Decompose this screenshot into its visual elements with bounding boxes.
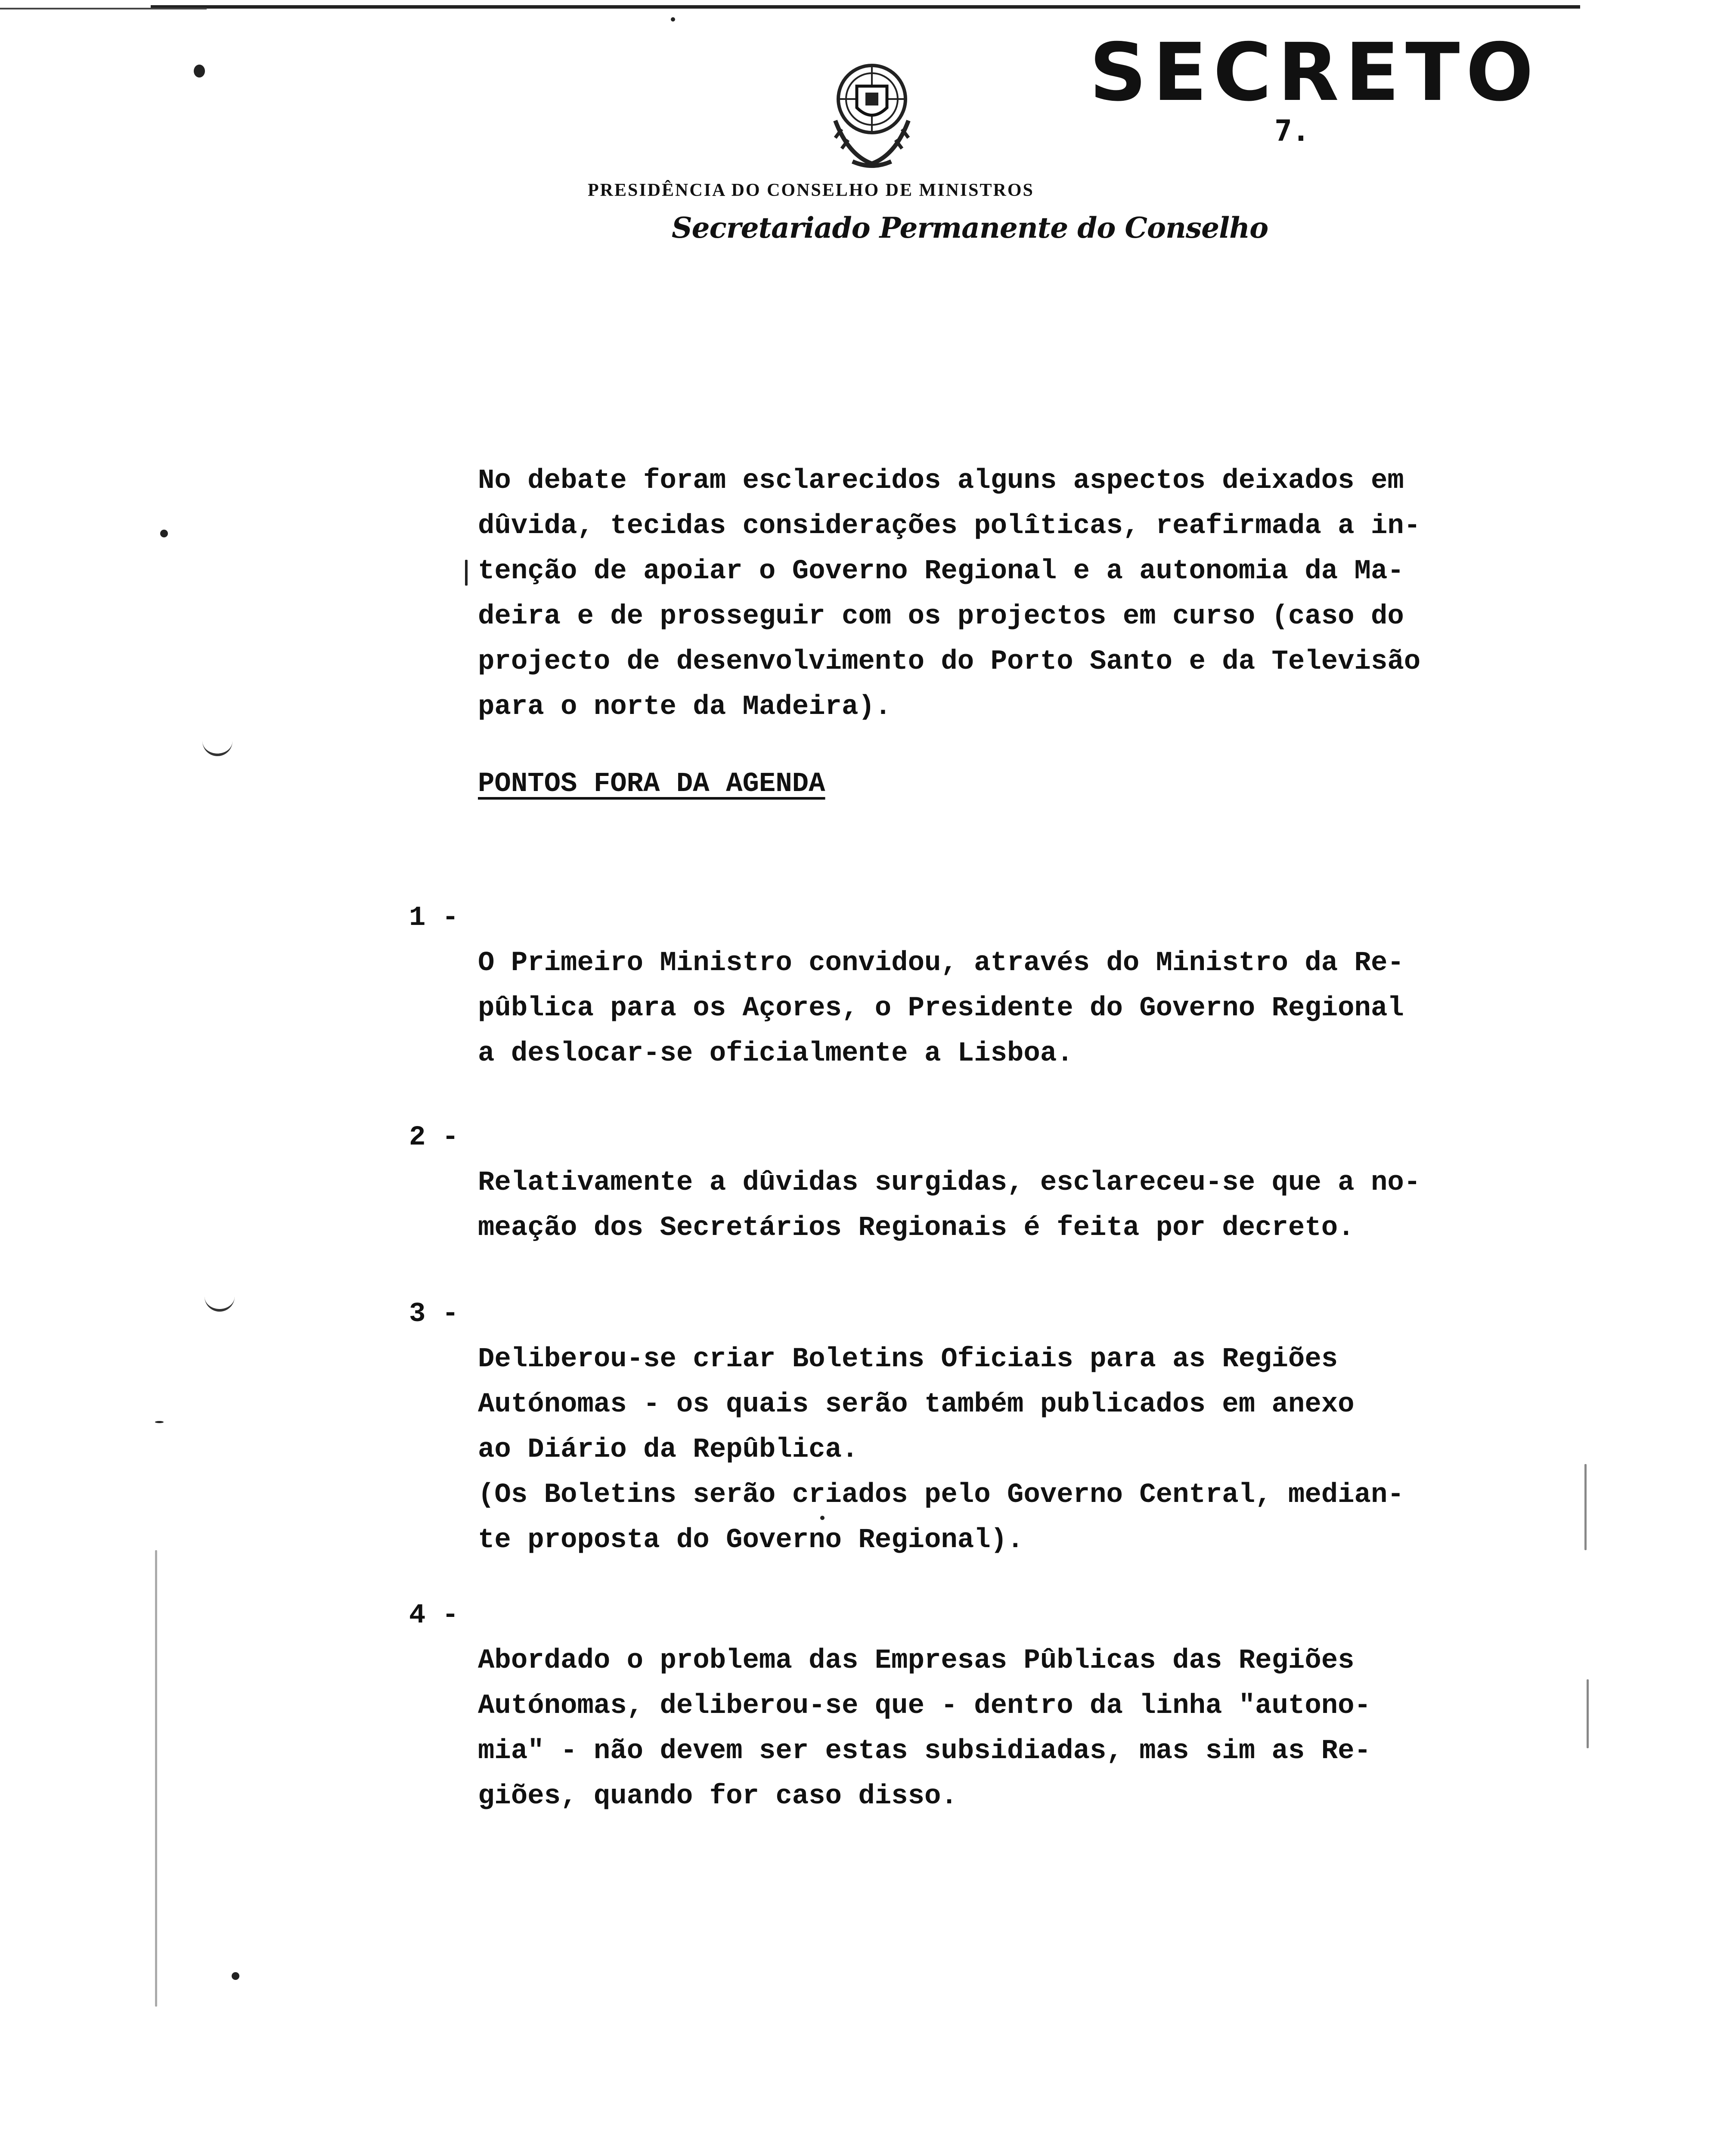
item-4-text <box>478 1593 1371 1864</box>
scan-speck <box>232 1972 239 1980</box>
scan-speck <box>160 530 168 537</box>
text-line: projecto de desenvolvimento do Porto Santo e da Televisão <box>478 646 1421 677</box>
classification-stamp: SECRETO <box>1089 26 1540 119</box>
text-line: a deslocar-se oficialmente a Lisboa. <box>478 1038 1073 1069</box>
scan-speck <box>671 17 675 22</box>
page-number: 7. <box>1274 114 1310 148</box>
scan-speck <box>155 1421 164 1423</box>
top-rule <box>151 5 1580 9</box>
text-line: meação dos Secretários Regionais é feita por decreto. <box>478 1213 1355 1244</box>
item-3-text <box>478 1292 1404 1608</box>
text-line: para o norte da Madeira). <box>478 692 892 723</box>
text-line: tenção de apoiar o Governo Regional e a autonomia da Ma- <box>478 556 1404 587</box>
text-line: ao Diário da Repûblica. <box>478 1434 859 1465</box>
punch-hole-mark <box>205 1296 235 1312</box>
text-line: Abordado o problema das Empresas Pûblicas das Regiões <box>478 1645 1355 1676</box>
intro-paragraph <box>478 413 1420 775</box>
item-number: 1 - <box>409 903 459 934</box>
text-line: O Primeiro Ministro convidou, através do Ministro da Re- <box>478 948 1404 979</box>
scan-speck <box>1584 1464 1587 1550</box>
punch-hole-mark <box>202 741 232 756</box>
text-line: Relativamente a dûvidas surgidas, esclareceu-se que a no- <box>478 1167 1421 1198</box>
text-line: dûvida, tecidas considerações polîticas, reafirmada a in- <box>478 511 1421 542</box>
text-line: te proposta do Governo Regional). <box>478 1525 1024 1556</box>
scan-speck <box>194 65 205 78</box>
text-line: Autónomas, deliberou-se que - dentro da linha "autono- <box>478 1691 1371 1722</box>
section-heading: PONTOS FORA DA AGENDA <box>478 769 825 800</box>
organization-name: PRESIDÊNCIA DO CONSELHO DE MINISTROS <box>588 180 1034 200</box>
scan-speck <box>820 1516 825 1520</box>
item-number: 2 - <box>409 1122 459 1153</box>
text-line: deira e de prosseguir com os projectos em curso (caso do <box>478 601 1404 632</box>
scan-speck <box>155 1550 157 2007</box>
item-1-text <box>478 896 1404 1122</box>
text-line: giões, quando for caso disso. <box>478 1781 958 1812</box>
item-2-text <box>478 1115 1420 1296</box>
text-line: pûblica para os Açores, o Presidente do Governo Regional <box>478 993 1404 1024</box>
text-line: mia" - não devem ser estas subsidiadas, mas sim as Re- <box>478 1736 1371 1767</box>
scan-speck <box>465 560 468 586</box>
item-number: 3 - <box>409 1299 459 1330</box>
text-line: No debate foram esclarecidos alguns aspectos deixados em <box>478 465 1404 496</box>
text-line: (Os Boletins serão criados pelo Governo Central, median- <box>478 1480 1404 1511</box>
text-line: Autónomas - os quais serão também publicados em anexo <box>478 1389 1355 1420</box>
text-line: Deliberou-se criar Boletins Oficiais para as Regiões <box>478 1344 1338 1375</box>
top-rule-left <box>0 8 207 9</box>
item-number: 4 - <box>409 1600 459 1631</box>
scan-speck <box>1587 1679 1589 1748</box>
department-name: Secretariado Permanente do Conselho <box>672 211 1268 245</box>
coat-of-arms-icon <box>822 56 921 172</box>
